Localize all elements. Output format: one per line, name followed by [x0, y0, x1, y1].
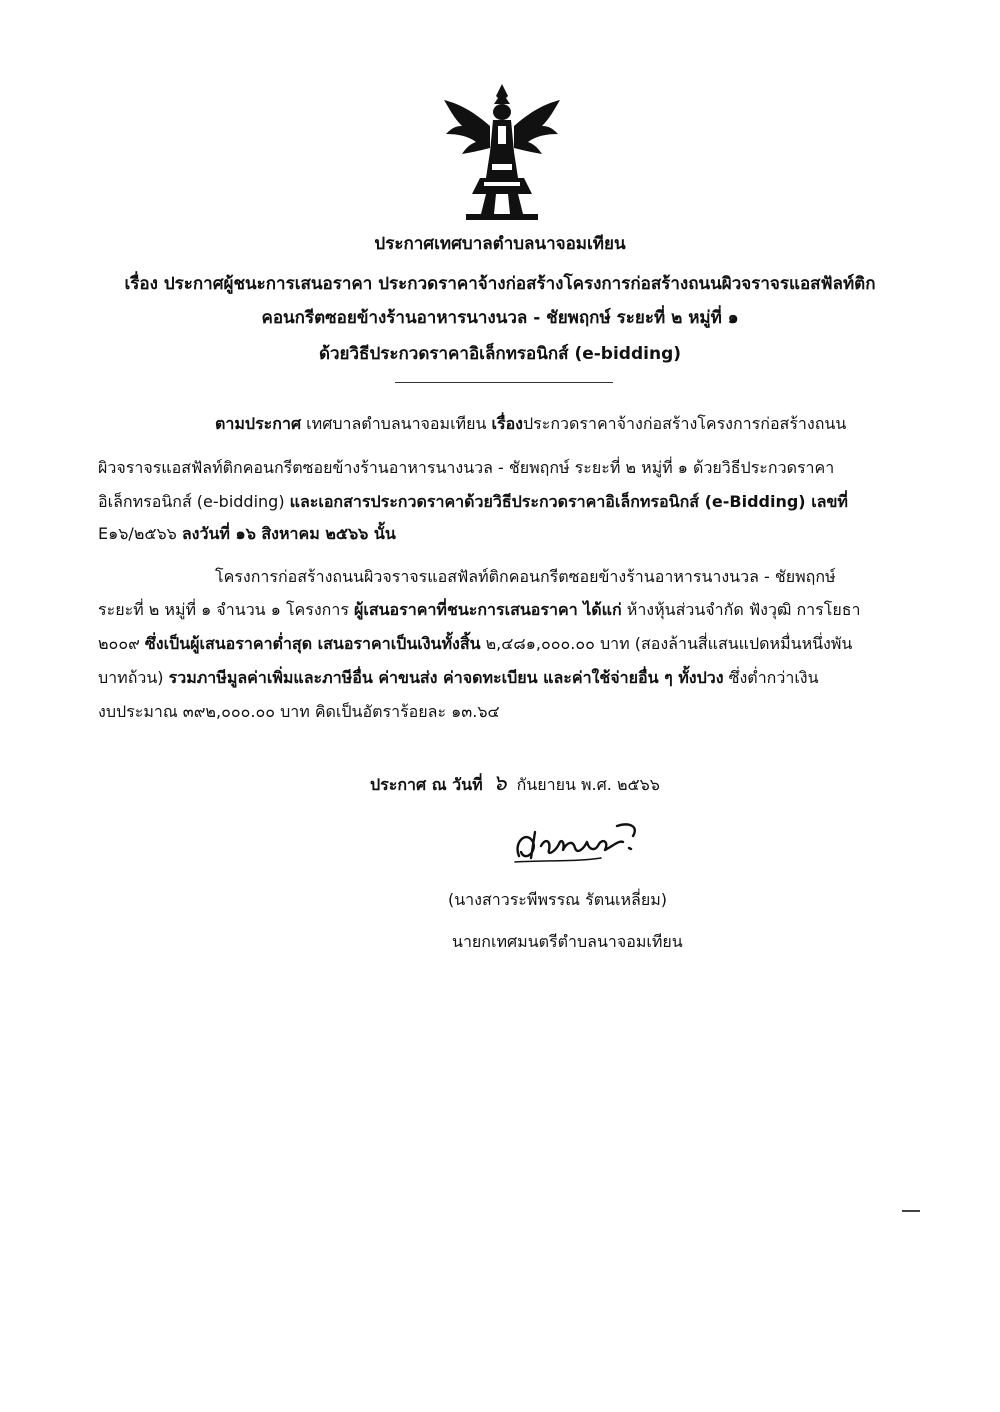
announcement-date	[370, 772, 660, 797]
text-span: ๒,๔๘๑,๐๐๐.๐๐ บาท (สองล้านสี่แสนแปดหมื่นหนึ่งพัน	[480, 634, 853, 653]
text-span: ห้างหุ้นส่วนจำกัด ฟังวุฒิ การโยธา	[621, 600, 861, 619]
page-title: ประกาศเทศบาลตำบลนาจอมเทียน	[374, 234, 626, 254]
text-span: อิเล็กทรอนิกส์ (e-bidding)	[98, 492, 290, 511]
subject-line-2: คอนกรีตซอยข้างร้านอาหารนางนวล - ชัยพฤกษ์ ระยะที่ ๒ หมู่ที่ ๑	[261, 308, 739, 328]
subject-line-3: ด้วยวิธีประกวดราคาอิเล็กทรอนิกส์ (e-bidding)	[318, 344, 682, 364]
date-month-year: กันยายน พ.ศ. ๒๕๖๖	[516, 775, 660, 794]
paragraph-2-line-1: โครงการก่อสร้างถนนผิวจราจรแอสฟัลท์ติกคอนกรีตซอยข้างร้านอาหารนางนวล - ชัยพฤกษ์	[215, 567, 836, 586]
date-prefix: ประกาศ ณ วันที่	[370, 775, 483, 794]
text-span: รวมภาษีมูลค่าเพิ่มและภาษีอื่น ค่าขนส่ง ค่าจดทะเบียน และค่าใช้จ่ายอื่น ๆ ทั้งปวง	[168, 668, 724, 687]
paragraph-2-line-2	[98, 598, 860, 622]
paragraph-2-line-3	[98, 632, 852, 656]
text-span: บาทถ้วน)	[98, 668, 169, 687]
paragraph-2-line-5: งบประมาณ ๓๙๒,๐๐๐.๐๐ บาท คิดเป็นอัตราร้อยละ ๑๓.๖๔	[98, 702, 500, 721]
garuda-emblem-icon	[440, 82, 564, 224]
subject-line-1: เรื่อง ประกาศผู้ชนะการเสนอราคา ประกวดราคาจ้างก่อสร้างโครงการก่อสร้างถนนผิวจราจรแอสฟัลท์ติก	[124, 274, 876, 294]
signatory-name: (นางสาวระพีพรรณ รัตนเหลี่ยม)	[448, 890, 668, 909]
paragraph-1-line-3	[98, 490, 848, 514]
scan-mark	[902, 1210, 920, 1212]
text-span: เรื่อง	[491, 414, 523, 433]
text-span: E๑๖/๒๕๖๖	[98, 524, 182, 543]
handwritten-signature-icon	[505, 812, 665, 872]
text-span: ๒๐๐๙	[98, 634, 145, 653]
text-span: และเอกสารประกวดราคาด้วยวิธีประกวดราคาอิเล็กทรอนิกส์ (e-Bidding) เลขที่	[289, 492, 848, 511]
paragraph-1-line-2: ผิวจราจรแอสฟัลท์ติกคอนกรีตซอยข้างร้านอาหารนางนวล - ชัยพฤกษ์ ระยะที่ ๒ หมู่ที่ ๑ ด้วยวิธีประกวดราคา	[98, 458, 835, 477]
text-span: ระยะที่ ๒ หมู่ที่ ๑ จำนวน ๑ โครงการ	[98, 600, 354, 619]
date-day: ๖	[492, 771, 507, 796]
text-span: ลงวันที่ ๑๖ สิงหาคม ๒๕๖๖ นั้น	[181, 524, 396, 543]
text-span: ซึ่งเป็นผู้เสนอราคาต่ำสุด เสนอราคาเป็นเงินทั้งสิ้น	[144, 634, 481, 653]
paragraph-1-line-1	[215, 412, 846, 436]
signatory-position: นายกเทศมนตรีตำบลนาจอมเทียน	[452, 932, 683, 951]
text-span: ตามประกาศ	[215, 414, 302, 433]
paragraph-1-line-4	[98, 522, 396, 546]
divider	[395, 382, 613, 383]
paragraph-2-line-4	[98, 666, 819, 690]
text-span: เทศบาลตำบลนาจอมเทียน	[301, 414, 492, 433]
text-span: ซึ่งต่ำกว่าเงิน	[723, 668, 819, 687]
text-span: ประกวดราคาจ้างก่อสร้างโครงการก่อสร้างถนน	[522, 414, 847, 433]
text-span: ผู้เสนอราคาที่ชนะการเสนอราคา ได้แก่	[354, 600, 622, 619]
